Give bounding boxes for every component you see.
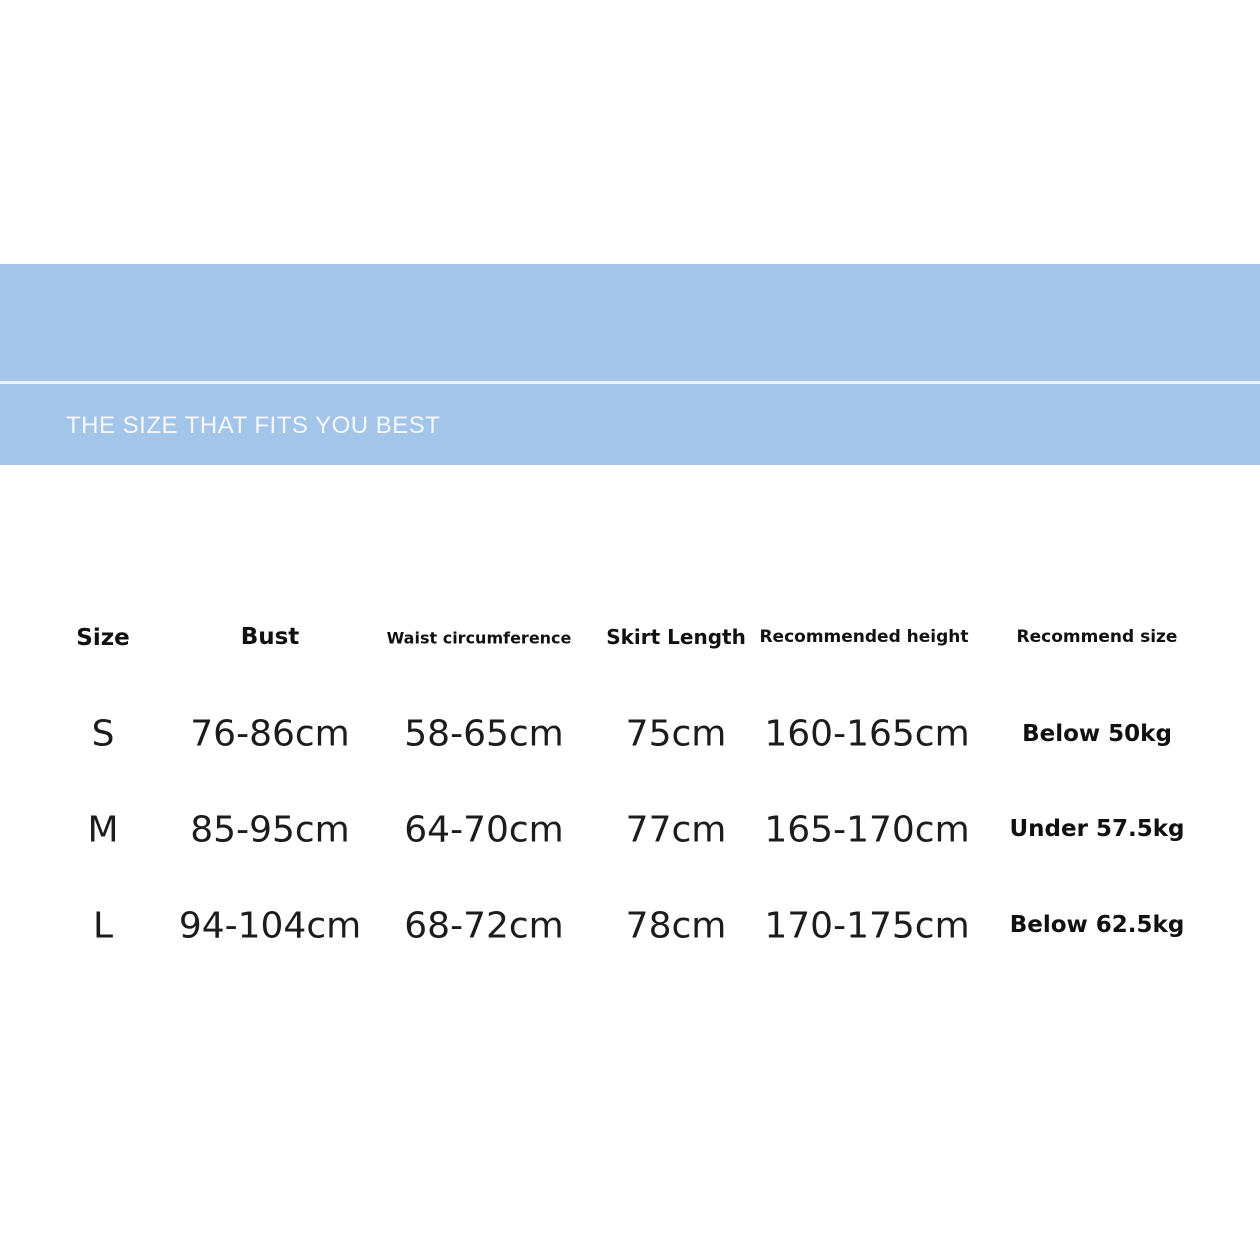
row-l-bust: 94-104cm xyxy=(178,905,362,947)
row-m-waist: 64-70cm xyxy=(404,809,564,851)
row-s-skirt-length: 75cm xyxy=(625,713,727,755)
row-s-height: 160-165cm xyxy=(764,713,970,755)
header-size: Size xyxy=(76,625,130,651)
header-recommended-height: Recommended height xyxy=(759,627,969,647)
banner-title: THE SIZE THAT FITS YOU BEST xyxy=(66,412,441,439)
row-s-bust: 76-86cm xyxy=(190,713,350,755)
row-l-skirt-length: 78cm xyxy=(625,905,727,947)
row-l-size: L xyxy=(92,905,114,947)
row-l-waist: 68-72cm xyxy=(404,905,564,947)
header-waist: Waist circumference xyxy=(386,628,572,648)
header-recommend-size: Recommend size xyxy=(1016,627,1178,647)
row-m-height: 165-170cm xyxy=(764,809,970,851)
row-m-bust: 85-95cm xyxy=(190,809,350,851)
header-bust: Bust xyxy=(240,624,300,650)
row-m-skirt-length: 77cm xyxy=(625,809,727,851)
row-m-recommend: Under 57.5kg xyxy=(1009,816,1185,842)
row-s-size: S xyxy=(91,713,115,755)
header-skirt-length: Skirt Length xyxy=(606,625,746,649)
row-m-size: M xyxy=(87,809,119,851)
row-l-recommend: Below 62.5kg xyxy=(1009,912,1185,938)
row-s-waist: 58-65cm xyxy=(404,713,564,755)
row-s-recommend: Below 50kg xyxy=(1022,721,1172,747)
row-l-height: 170-175cm xyxy=(764,905,970,947)
